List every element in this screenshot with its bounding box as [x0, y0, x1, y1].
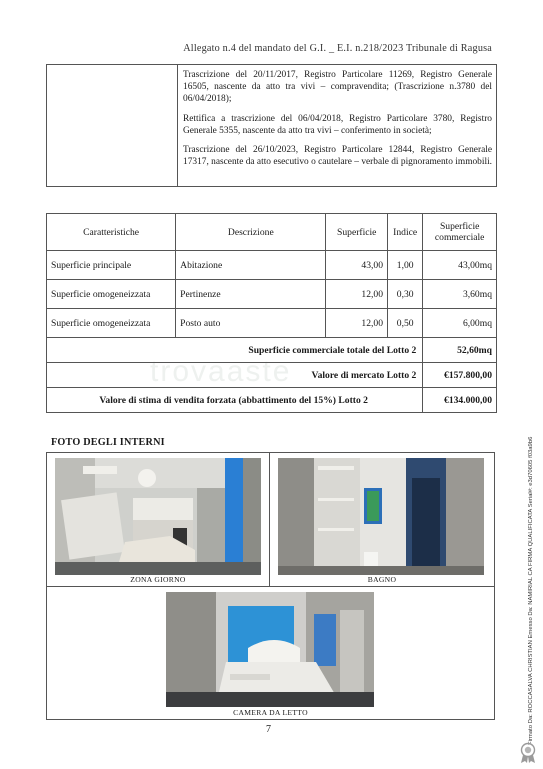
- photo-cell-bagno: [270, 453, 494, 587]
- page-header: Allegato n.4 del mandato del G.I. _ E.I. n.218/2023 Tribunale di Ragusa: [183, 43, 492, 54]
- cell-descrizione: Abitazione: [176, 251, 326, 280]
- cell-descrizione: Pertinenze: [176, 280, 326, 309]
- cell-caratteristiche: Superficie principale: [47, 251, 176, 280]
- watermark-logo: trovaaste: [150, 355, 292, 388]
- col-header-superficie: Superficie: [326, 214, 388, 251]
- caption-camera: CAMERA DA LETTO: [233, 708, 308, 717]
- col-header-caratteristiche: Caratteristiche: [47, 214, 176, 251]
- transcriptions-table: [46, 64, 497, 187]
- photo-camera: [166, 592, 374, 707]
- table-row: [47, 280, 497, 309]
- cell-commerciale: 3,60mq: [423, 280, 497, 309]
- photo-zona-giorno: [55, 458, 261, 575]
- cell-caratteristiche: Superficie omogeneizzata: [47, 280, 176, 309]
- photos-section-title: FOTO DEGLI INTERNI: [51, 437, 165, 448]
- bathroom-image: [278, 458, 484, 575]
- surface-table: [46, 213, 497, 413]
- cell-descrizione: Posto auto: [176, 309, 326, 338]
- forced-sale-row: [47, 388, 497, 413]
- transcriptions-label-cell: [47, 65, 178, 187]
- total-surface-label: Superficie commerciale totale del Lotto 2: [47, 338, 423, 363]
- cell-indice: 0,30: [388, 280, 423, 309]
- cell-caratteristiche: Superficie omogeneizzata: [47, 309, 176, 338]
- seal-icon: [518, 742, 538, 764]
- table-row: [47, 309, 497, 338]
- cell-superficie: 12,00: [326, 280, 388, 309]
- cell-commerciale: 43,00mq: [423, 251, 497, 280]
- market-value-label: Valore di mercato Lotto 2: [47, 363, 423, 388]
- col-header-superficie-commerciale: Superficie commerciale: [423, 214, 497, 251]
- col-header-indice: Indice: [388, 214, 423, 251]
- photos-grid: [46, 452, 495, 720]
- living-room-image: [55, 458, 261, 575]
- digital-signature-text: Firmato Da: ROCCASALVA CHRISTIAN Emesso Da: NAMIRIAL CA FIRMA QUALIFICATA Serial#: e3d70605 f03a9b6: [528, 436, 534, 745]
- bedroom-image: [166, 592, 374, 707]
- cell-indice: 1,00: [388, 251, 423, 280]
- photo-cell-zona-giorno: [47, 453, 270, 587]
- table-row: [47, 251, 497, 280]
- photo-cell-camera: [47, 587, 494, 719]
- transcription-3: Trascrizione del 26/10/2023, Registro Particolare 12844, Registro Generale 17317, nascente da atto esecutivo o cautelare – verbale di pignoramento immobili.: [183, 145, 493, 168]
- forced-sale-value: €134.000,00: [423, 388, 497, 413]
- table-header-row: [47, 214, 497, 251]
- market-value-row: [47, 363, 497, 388]
- total-row: [47, 338, 497, 363]
- digital-signature-strip: [528, 400, 540, 745]
- page-number: 7: [266, 724, 271, 735]
- caption-bagno: BAGNO: [367, 575, 397, 584]
- cell-indice: 0,50: [388, 309, 423, 338]
- photo-bagno: [278, 458, 484, 575]
- transcriptions-cell: [178, 65, 497, 187]
- cell-commerciale: 6,00mq: [423, 309, 497, 338]
- caption-zona-giorno: ZONA GIORNO: [130, 575, 186, 584]
- forced-sale-label: Valore di stima di vendita forzata (abbattimento del 15%) Lotto 2: [47, 388, 423, 413]
- cell-superficie: 43,00: [326, 251, 388, 280]
- total-surface-value: 52,60mq: [423, 338, 497, 363]
- transcription-2: Rettifica a trascrizione del 06/04/2018, Registro Particolare 3780, Registro Generale 5355, nascente da atto tra vivi – conferimento in società;: [183, 113, 492, 136]
- cell-superficie: 12,00: [326, 309, 388, 338]
- market-value-value: €157.800,00: [423, 363, 497, 388]
- transcription-1: Trascrizione del 20/11/2017, Registro Particolare 11269, Registro Generale 16505, nascente da atto tra vivi – compravendita; (Trascrizione n.3780 del 06/04/2018);: [183, 70, 492, 105]
- col-header-descrizione: Descrizione: [176, 214, 326, 251]
